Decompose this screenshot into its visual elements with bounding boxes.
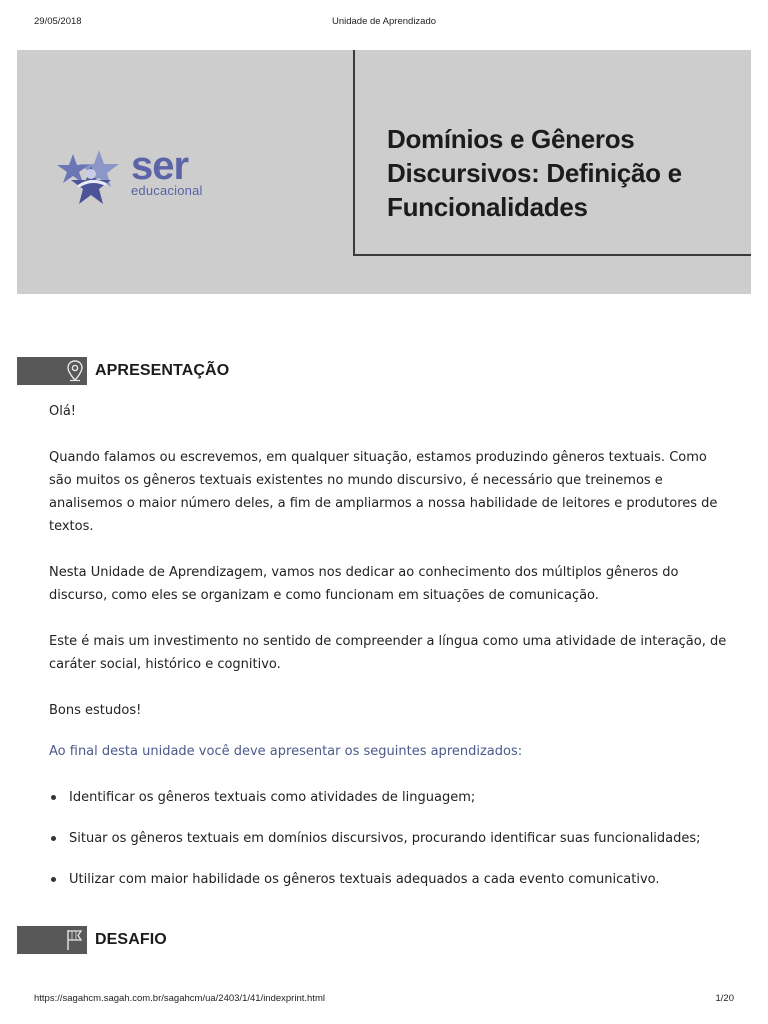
print-header bbox=[0, 16, 768, 30]
banner bbox=[17, 50, 751, 294]
list-item: Situar os gêneros textuais em domínios discursivos, procurando identificar suas funcionalidades; bbox=[49, 827, 729, 850]
title-box bbox=[353, 50, 751, 256]
paragraph: Este é mais um investimento no sentido de compreender a língua como uma atividade de interação, de caráter social, histórico e cognitivo. bbox=[49, 634, 727, 672]
print-url[interactable]: https://sagahcm.sagah.com.br/sagahcm/ua/2403/1/41/indexprint.html bbox=[34, 993, 325, 1004]
objectives-list bbox=[49, 786, 729, 891]
print-title: Unidade de Aprendizado bbox=[331, 16, 437, 27]
logo-brand: ser bbox=[131, 144, 189, 188]
page-title: Domínios e Gêneros Discursivos: Definição e Funcionalidades bbox=[387, 124, 682, 222]
list-item: Identificar os gêneros textuais como atividades de linguagem; bbox=[49, 786, 729, 809]
paragraph: Olá! bbox=[49, 404, 77, 419]
page-number: 1/20 bbox=[715, 993, 734, 1004]
paragraph: Bons estudos! bbox=[49, 703, 142, 718]
section-heading-desafio: DESAFIO bbox=[95, 931, 167, 948]
logo-wordmark bbox=[131, 146, 203, 197]
paragraph: Quando falamos ou escrevemos, em qualquer situação, estamos produzindo gêneros textuais. Como são muitos os gêneros textuais existentes no mundo discursivo, é necessário que treinemos e analisemos o maior número deles, a fim de ampliarmos a nossa habilidade de leitores e produtores de textos. bbox=[49, 450, 718, 534]
section-tag-desafio bbox=[17, 926, 87, 954]
apresentacao-content bbox=[49, 400, 729, 909]
logo-sub: educacional bbox=[131, 183, 203, 198]
map-pin-icon bbox=[63, 359, 87, 383]
section-tag-apresentacao bbox=[17, 357, 87, 385]
print-date: 29/05/2018 bbox=[34, 16, 82, 27]
paragraph: Nesta Unidade de Aprendizagem, vamos nos dedicar ao conhecimento dos múltiplos gêneros do discurso, como eles se organizam e como funcionam em situações de comunicação. bbox=[49, 565, 679, 603]
flag-icon bbox=[63, 928, 87, 952]
section-heading-apresentacao: APRESENTAÇÃO bbox=[95, 362, 230, 379]
list-item: Utilizar com maior habilidade os gêneros textuais adequados a cada evento comunicativo. bbox=[49, 868, 729, 891]
objectives-title: Ao final desta unidade você deve apresentar os seguintes aprendizados: bbox=[49, 744, 523, 759]
print-footer bbox=[0, 993, 768, 1007]
